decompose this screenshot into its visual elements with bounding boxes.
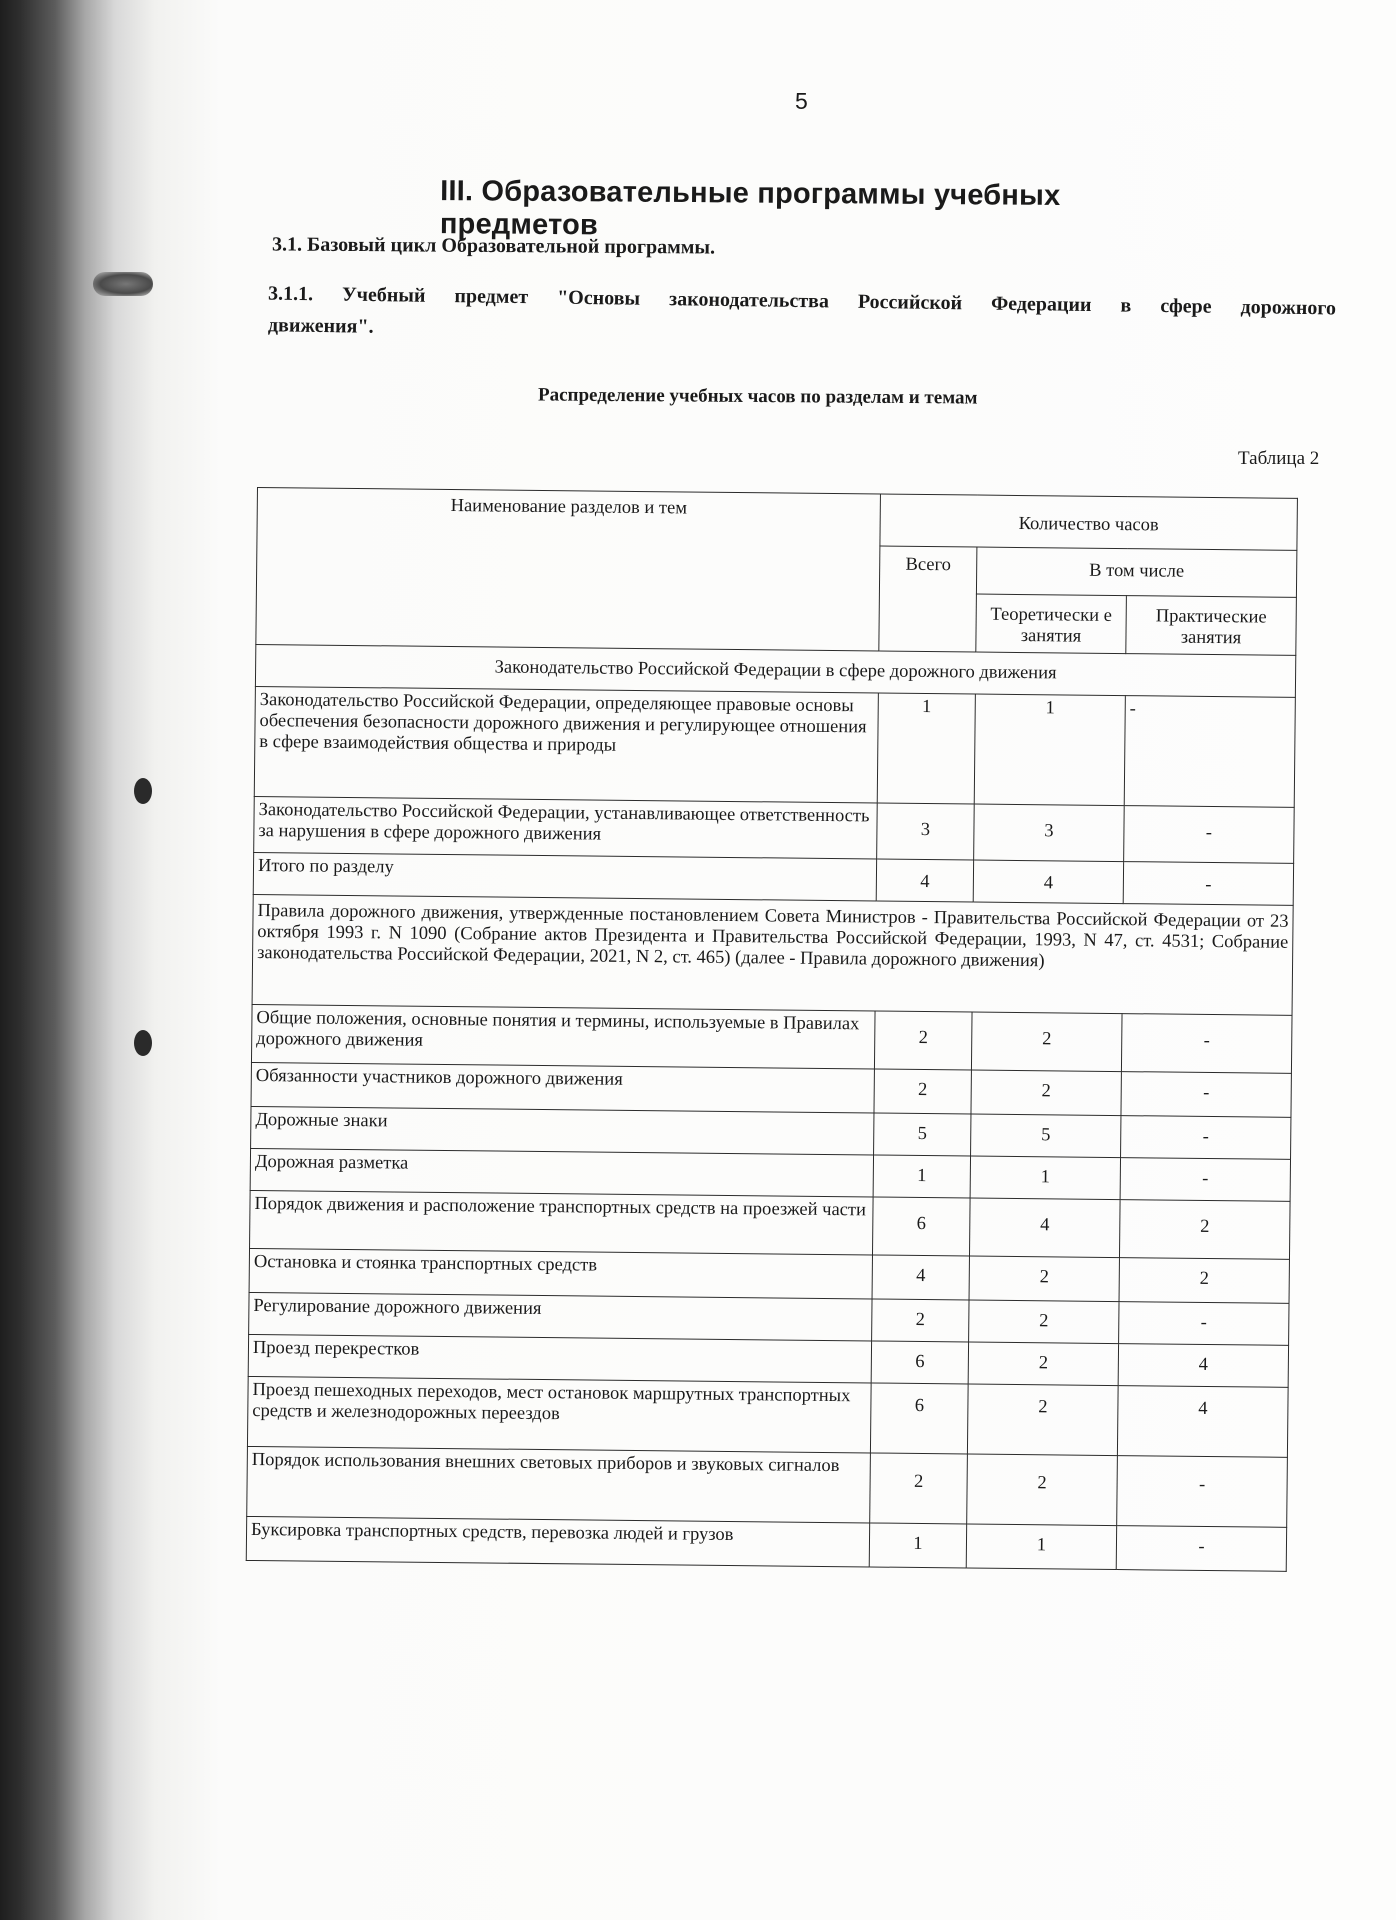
hours-theory: 2 (971, 1012, 1122, 1072)
header-total: Всего (879, 546, 977, 652)
hours-theory: 4 (973, 860, 1123, 904)
header-row (257, 488, 1298, 551)
hours-practice: - (1124, 696, 1295, 808)
section-title-cell: Законодательство Российской Федерации в сфере дорожного движения (255, 644, 1295, 697)
hours-practice: - (1124, 806, 1295, 864)
hours-theory: 1 (966, 1524, 1116, 1570)
hours-theory: 2 (968, 1342, 1118, 1386)
hours-theory: 1 (970, 1156, 1120, 1200)
topic-name: Дорожные знаки (251, 1106, 874, 1155)
hours-theory: 2 (967, 1384, 1118, 1456)
hours-total: 2 (874, 1011, 972, 1070)
hours-theory: 2 (969, 1256, 1119, 1302)
subject-heading-line1: 3.1.1. Учебный предмет "Основы законодательства Российской Федерации в сфере дорожного (267, 282, 1337, 320)
hours-total: 2 (874, 1069, 971, 1114)
hours-total: 2 (872, 1299, 969, 1342)
staple-mark (93, 272, 153, 296)
table-caption: Распределение учебных часов по разделам и темам (537, 384, 978, 409)
hours-total: 1 (873, 1155, 970, 1198)
topic-name: Порядок использования внешних световых приборов и звуковых сигналов (247, 1446, 871, 1523)
punch-hole (134, 778, 152, 804)
topic-name: Порядок движения и расположение транспортных средств на проезжей части (250, 1190, 874, 1255)
header-including: В том числе (976, 547, 1296, 597)
hours-table (246, 487, 1298, 1572)
hours-total: 1 (877, 693, 975, 804)
hours-theory: 3 (974, 804, 1125, 862)
topic-name: Законодательство Российской Федерации, устанавливающее ответственность за нарушения в сфере дорожного движения (254, 796, 878, 859)
hours-practice: 2 (1119, 1258, 1289, 1304)
header-name: Наименование разделов и тем (256, 488, 881, 652)
table-number-label: Таблица 2 (1238, 448, 1320, 469)
subsection-heading: 3.1. Базовый цикл Образовательной программы. (271, 233, 716, 259)
topic-name: Дорожная разметка (250, 1148, 873, 1197)
table-row (247, 1446, 1288, 1527)
header-hours: Количество часов (880, 494, 1298, 550)
hours-practice: - (1120, 1158, 1290, 1202)
hours-theory: 5 (971, 1114, 1121, 1158)
hours-practice: 4 (1117, 1386, 1288, 1458)
table-row (254, 686, 1295, 807)
topic-name: Регулирование дорожного движения (249, 1292, 872, 1341)
hours-practice: 2 (1119, 1200, 1290, 1260)
hours-theory: 2 (971, 1070, 1121, 1116)
hours-total: 2 (870, 1453, 968, 1524)
topic-name: Законодательство Российской Федерации, определяющее правовые основы обеспечения безопасности дорожного движения и регулирующее отношения в сфере взаимодействия общества и природы (254, 686, 878, 803)
hours-total: 3 (877, 803, 975, 860)
hours-theory: 2 (969, 1300, 1119, 1344)
hours-total: 6 (870, 1383, 968, 1454)
table-row (251, 1004, 1292, 1073)
hours-practice: - (1119, 1302, 1289, 1346)
hours-practice: - (1116, 1526, 1286, 1572)
hours-theory: 2 (967, 1454, 1118, 1526)
header-practice: Практические занятия (1126, 596, 1297, 656)
hours-practice: 4 (1118, 1344, 1288, 1388)
section-row (252, 894, 1293, 1015)
hours-total: 5 (874, 1113, 971, 1156)
hours-theory: 1 (974, 694, 1125, 806)
topic-name: Проезд пешеходных переходов, мест остановок маршрутных транспортных средств и железнодорожных переездов (247, 1376, 871, 1453)
table-row (250, 1190, 1291, 1259)
topic-name: Буксировка транспортных средств, перевозка людей и грузов (246, 1516, 869, 1567)
hours-practice: - (1117, 1456, 1288, 1528)
hours-total: 4 (876, 859, 973, 902)
hours-total: 1 (869, 1523, 966, 1568)
section-title: III. Образовательные программы учебных предметов (439, 175, 1061, 242)
hours-table-wrapper (246, 487, 1298, 1572)
hours-practice: - (1121, 1116, 1291, 1160)
topic-name: Обязанности участников дорожного движения (251, 1062, 874, 1113)
topic-name: Проезд перекрестков (248, 1334, 871, 1383)
hours-total: 6 (872, 1197, 970, 1256)
hours-practice: - (1121, 1072, 1291, 1118)
header-theory: Теоретически е занятия (976, 594, 1127, 654)
subtotal-label: Итого по разделу (253, 852, 876, 901)
hours-theory: 4 (969, 1198, 1120, 1258)
subject-heading-line2: движения". (267, 314, 374, 338)
page-number: 5 (795, 88, 808, 114)
hours-total: 6 (871, 1341, 968, 1384)
hours-practice: - (1121, 1014, 1292, 1074)
section-title-cell: Правила дорожного движения, утвержденные постановлением Совета Министров - Правительства Российской Федерации от 23 октября 1993 г. N 1090 (Собрание актов Президента и Правительства Российской Федерации, 1993, N 47, ст. 4531; Собрание законодательства Российской Федерации, 2021, N 2, ст. 465) (далее - Правила дорожного движения) (252, 894, 1293, 1015)
hours-practice: - (1123, 862, 1293, 906)
hours-total: 4 (872, 1255, 969, 1300)
table-row (247, 1376, 1288, 1457)
topic-name: Общие положения, основные понятия и термины, используемые в Правилах дорожного движения (251, 1004, 875, 1069)
topic-name: Остановка и стоянка транспортных средств (249, 1248, 872, 1299)
punch-hole (134, 1030, 152, 1056)
